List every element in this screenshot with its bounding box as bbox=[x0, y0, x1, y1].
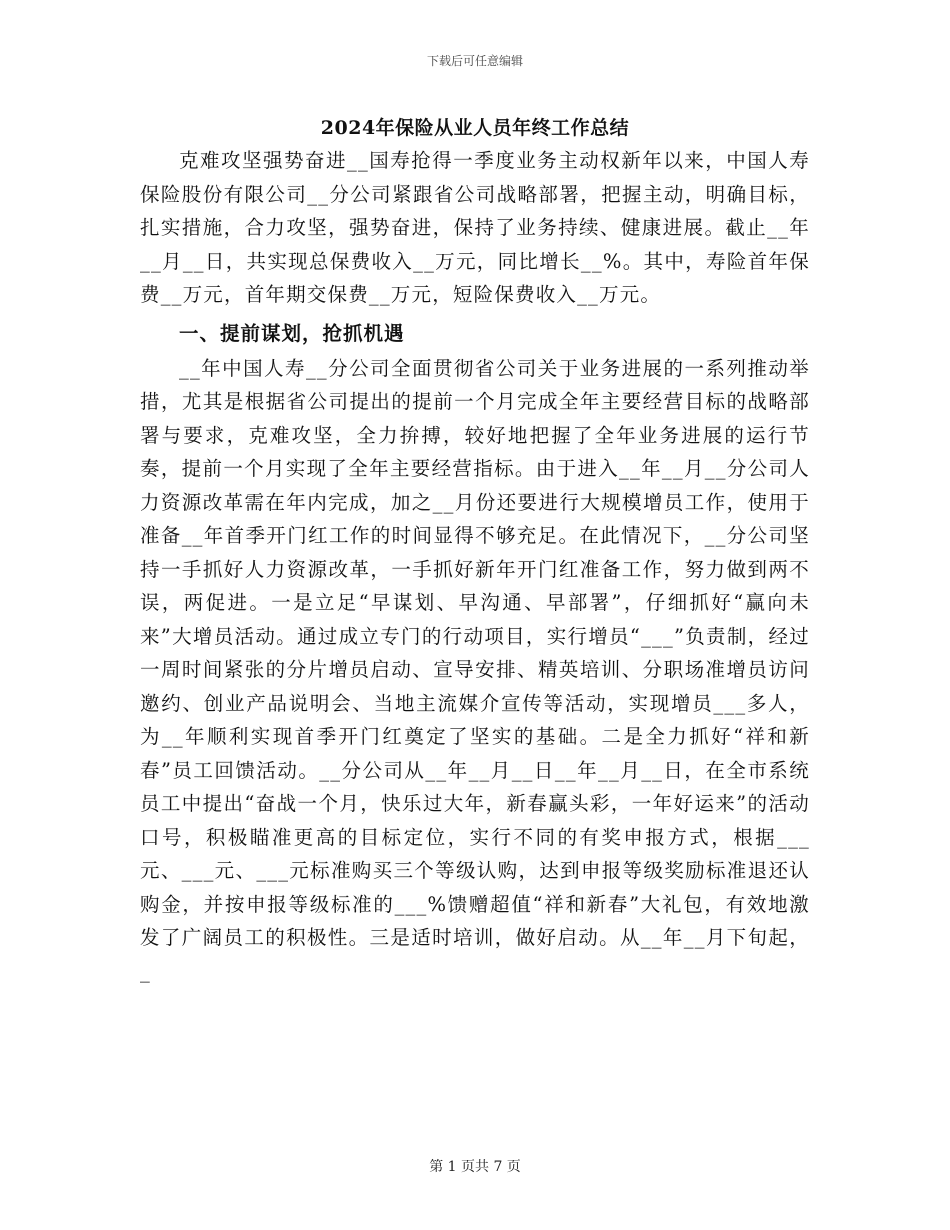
section-paragraph: __年中国人寿__分公司全面贯彻省公司关于业务进展的一系列推动举措，尤其是根据省公司提出的提前一个月完成全年主要经营目标的战略部署与要求，克难攻坚，全力拚搏，较好地把握了全年业务进展的运行节奏，提前一个月实现了全年主要经营指标。由于进入__年__月__分公司人力资源改革需在年内完成，加之__月份还要进行大规模增员工作，使用于准备__年首季开门红工作的时间显得不够充足。在此情况下，__分公司坚持一手抓好人力资源改革，一手抓好新年开门红准备工作，努力做到两不误，两促进。一是立足“早谋划、早沟通、早部署”，仔细抓好“赢向未来”大增员活动。通过成立专门的行动项目，实行增员“___”负责制，经过一周时间紧张的分片增员启动、宣导安排、精英培训、分职场准增员访问邀约、创业产品说明会、当地主流媒介宣传等活动，实现增员___多人，为__年顺利实现首季开门红奠定了坚实的基础。二是全力抓好“祥和新春”员工回馈活动。__分公司从__年__月__日__年__月__日，在全市系统员工中提出“奋战一个月，快乐过大年，新春赢头彩，一年好运来”的活动口号，积极瞄准更高的目标定位，实行不同的有奖申报方式，根据___元、___元、___元标准购买三个等级认购，达到申报等级奖励标准退还认购金，并按申报等级标准的___%馈赠超值“祥和新春”大礼包，有效地激发了广阔员工的积极性。三是适时培训，做好启动。从__年__月下旬起，_ bbox=[140, 356, 810, 983]
document-body bbox=[140, 112, 810, 988]
page-footer: 第 1 页共 7 页 bbox=[429, 1159, 521, 1175]
intro-paragraph: 克难攻坚强势奋进__国寿抢得一季度业务主动权新年以来，中国人寿保险股份有限公司__分公司紧跟省公司战略部署，把握主动，明确目标，扎实措施，合力攻坚，强势奋进，保持了业务持续、健康进展。截止__年__月__日，共实现总保费收入__万元，同比增长__%。其中，寿险首年保费__万元，首年期交保费__万元，短险保费收入__万元。 bbox=[140, 149, 810, 306]
document-title: 2024年保险从业人员年终工作总结 bbox=[320, 117, 630, 139]
page-header: 下载后可任意编辑 bbox=[426, 54, 523, 68]
section-heading: 一、提前谋划，抢抓机遇 bbox=[179, 321, 405, 345]
